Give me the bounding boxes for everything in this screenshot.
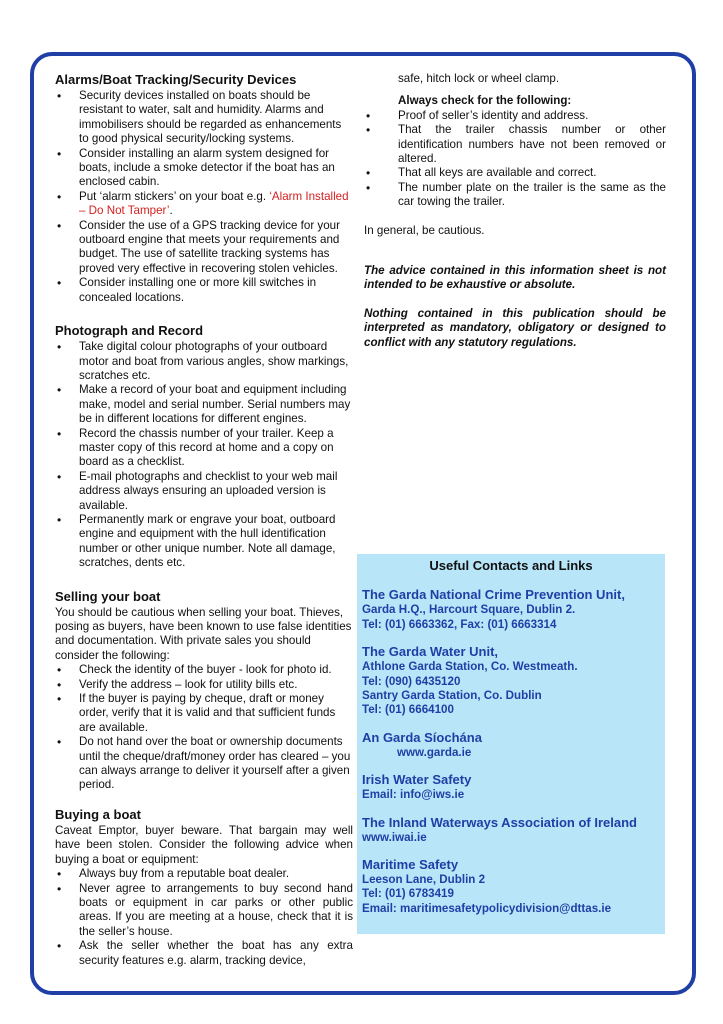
contact-maritime-safety <box>357 857 665 916</box>
list-item: • Consider installing an alarm system designed for boats, include a smoke detector if the boat has an enclosed cabin. <box>55 147 353 190</box>
contact-garda-crime-prevention <box>357 587 665 632</box>
photo-heading: Photograph and Record <box>55 323 204 339</box>
selling-section <box>55 589 353 793</box>
list-item <box>55 190 353 219</box>
list-item: • Always buy from a reputable boat dealer. <box>55 867 353 881</box>
list-item: • E-mail photographs and checklist to your web mail address always ensuring an uploaded version is available. <box>55 470 353 513</box>
contact-address: Garda H.Q., Harcourt Square, Dublin 2. <box>362 603 576 617</box>
buying-intro: Caveat Emptor, buyer beware. That bargain may well have been stolen. Consider the following advice when buying a boat or equipment: <box>55 823 353 866</box>
sticker-suffix: . <box>169 204 173 218</box>
left-column <box>55 72 353 982</box>
contact-email[interactable]: Email: info@iws.ie <box>362 788 465 802</box>
contact-org: The Garda Water Unit, <box>362 644 499 660</box>
list-item: • Make a record of your boat and equipment including make, model and serial number. Serial numbers may be in different locations for different engines. <box>55 383 353 426</box>
contact-org: Irish Water Safety <box>362 772 472 788</box>
contact-org: Maritime Safety <box>362 857 459 873</box>
contact-address: Athlone Garda Station, Co. Westmeath. <box>362 660 578 674</box>
contact-address: Leeson Lane, Dublin 2 <box>362 873 486 887</box>
list-item: • Ask the seller whether the boat has any extra security features e.g. alarm, tracking device, <box>55 939 353 968</box>
contact-phone: Tel: (01) 6663362, Fax: (01) 6663314 <box>362 617 557 631</box>
sticker-text: Put ‘alarm stickers’ on your boat e.g. <box>79 189 270 203</box>
contact-phone: Tel: (01) 6783419 <box>362 887 454 901</box>
list-item: • Verify the address – look for utility bills etc. <box>55 678 353 692</box>
selling-intro: You should be cautious when selling your boat. Thieves, posing as buyers, have been known to use false identities and documentation. With private sales you should consider the following: <box>55 605 352 662</box>
selling-heading: Selling your boat <box>55 588 161 604</box>
general-advice: In general, be cautious. <box>364 223 485 237</box>
list-item: • If the buyer is paying by cheque, draft or money order, verify that it is valid and that sufficient funds are available. <box>55 692 353 735</box>
contacts-box <box>357 554 665 934</box>
buying-heading: Buying a boat <box>55 806 141 822</box>
contacts-heading: Useful Contacts and Links <box>429 558 593 573</box>
list-item: • Consider installing one or more kill switches in concealed locations. <box>55 276 353 305</box>
list-item: • Record the chassis number of your trailer. Keep a master copy of this record at home and a copy on board as a checklist. <box>55 427 353 470</box>
disclaimer-2: Nothing contained in this publication should be interpreted as mandatory, obligatory or designed to conflict with any statutory regulations. <box>364 306 666 349</box>
alarms-heading: Alarms/Boat Tracking/Security Devices <box>55 72 297 87</box>
list-item: • The number plate on the trailer is the same as the car towing the trailer. <box>364 181 666 210</box>
list-item: • Take digital colour photographs of your outboard motor and boat from various angles, show markings, scratches etc. <box>55 340 353 383</box>
iwai-link[interactable]: www.iwai.ie <box>362 830 427 844</box>
selling-list <box>55 663 353 793</box>
contact-address: Santry Garda Station, Co. Dublin <box>362 689 542 703</box>
check-heading: Always check for the following: <box>398 94 572 108</box>
garda-link[interactable]: www.garda.ie <box>397 745 472 759</box>
photo-list <box>55 340 353 571</box>
contact-irish-water-safety <box>357 772 665 802</box>
list-item: • Consider the use of a GPS tracking device for your outboard engine that meets your requirements and budget. The use of satellite tracking systems has proved very effective in recovering stolen vehicles. <box>55 219 353 277</box>
disclaimer-1: The advice contained in this information sheet is not intended to be exhaustive or absolute. <box>364 264 666 292</box>
contact-org: An Garda Síochána <box>362 729 482 745</box>
continued-text: safe, hitch lock or wheel clamp. <box>398 72 560 85</box>
list-item: • That the trailer chassis number or other identification numbers have not been removed or altered. <box>364 123 666 166</box>
contact-phone: Tel: (01) 6664100 <box>362 703 454 717</box>
contact-garda <box>357 730 665 760</box>
list-item: • Check the identity of the buyer - look for photo id. <box>55 663 353 677</box>
buying-list <box>55 867 353 968</box>
list-item: • Permanently mark or engrave your boat, outboard engine and equipment with the hull identification number or other unique number. Note all damage, scratches, dents etc. <box>55 513 353 571</box>
right-column <box>364 72 666 350</box>
list-item: • That all keys are available and correct. <box>364 166 666 180</box>
list-item: • Never agree to arrangements to buy second hand boats or equipment in car parks or other public areas. If you are meeting at a house, check that it is the seller’s house. <box>55 882 353 940</box>
photo-section <box>55 323 353 571</box>
sticker-warning-text: ‘Alarm Installed – Do Not Tamper’ <box>79 189 349 218</box>
buying-section <box>55 807 353 968</box>
contact-phone: Tel: (090) 6435120 <box>362 674 461 688</box>
contact-org: The Garda National Crime Prevention Unit, <box>362 587 625 603</box>
contact-garda-water-unit <box>357 644 665 718</box>
contact-iwai <box>357 815 665 845</box>
list-item: • Do not hand over the boat or ownership documents until the cheque/draft/money order has cleared – you can always arrange to deliver it yourself after a given period. <box>55 735 353 793</box>
list-item: • Proof of seller’s identity and address. <box>364 109 666 123</box>
alarms-list <box>55 89 353 305</box>
list-item: • Security devices installed on boats should be resistant to water, salt and humidity. Alarms and immobilisers should be regarded as enhancements to good physical security/locking systems. <box>55 89 353 147</box>
check-list <box>364 109 666 210</box>
contact-org: The Inland Waterways Association of Ireland <box>362 814 637 830</box>
contact-email[interactable]: Email: maritimesafetypolicydivision@dttas.ie <box>362 901 612 915</box>
alarms-section <box>55 72 353 305</box>
